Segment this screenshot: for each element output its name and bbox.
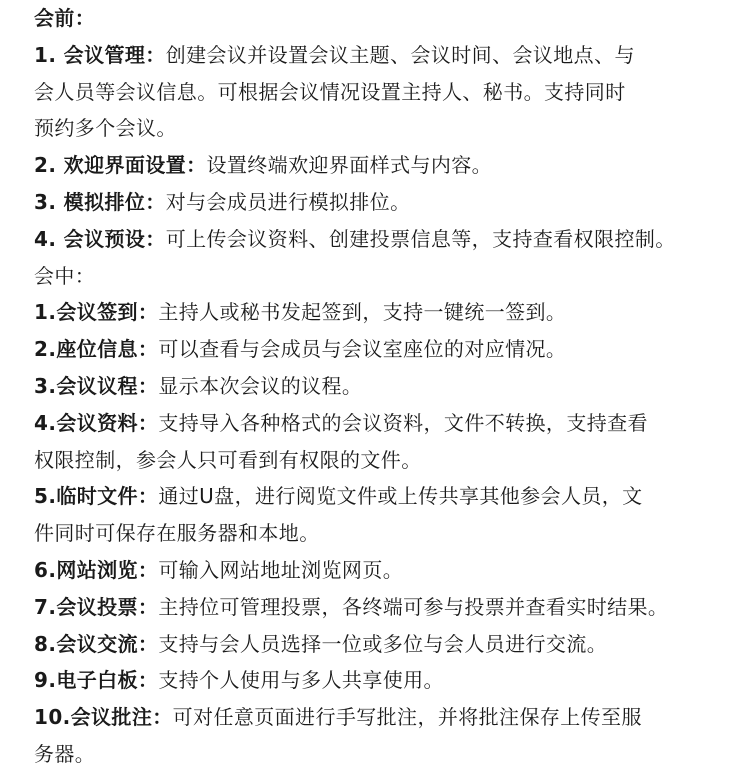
item-line [34,37,746,74]
item-term: 3. 模拟排位： [34,189,166,214]
item-line [34,184,746,221]
item-term: 4.会议资料： [34,410,159,435]
item-term: 3.会议议程： [34,373,159,398]
item-desc: 主持位可管理投票，各终端可参与投票并查看实时结果。 [158,594,669,619]
item-line [34,221,746,258]
item-line: 预约多个会议。 [34,116,177,141]
item-term: 6.网站浏览： [34,557,159,582]
item-desc: 对与会成员进行模拟排位。 [165,189,411,214]
item-line: 务器。 [34,741,96,766]
item-term: 10.会议批注： [34,705,173,730]
during-item-voting [34,589,746,626]
item-line [34,147,746,184]
item-desc: 可以查看与会成员与会议室座位的对应情况。 [158,337,567,362]
item-line [34,662,746,699]
item-line [34,699,746,736]
item-line [34,552,746,589]
during-item-agenda [34,368,746,405]
item-term: 9.电子白板： [34,668,159,693]
during-item-materials [34,405,746,479]
item-line [34,331,746,368]
item-line [34,626,746,663]
before-item-meeting-preset [34,221,746,258]
item-desc: 通过U盘，进行阅览文件或上传共享其他参会人员，文 [158,484,643,509]
item-line [34,368,746,405]
item-line: 权限控制，参会人只可看到有权限的文件。 [34,447,422,472]
item-desc: 可对任意页面进行手写批注，并将批注保存上传至服 [172,705,642,730]
item-desc: 显示本次会议的议程。 [158,373,363,398]
section-heading-during-meeting: 会中： [34,263,96,288]
before-item-welcome-screen [34,147,746,184]
item-term: 2. 欢迎界面设置： [34,153,207,178]
item-term: 8.会议交流： [34,631,159,656]
during-item-web-browsing [34,552,746,589]
item-desc: 设置终端欢迎界面样式与内容。 [206,153,493,178]
item-term: 5.临时文件： [34,484,159,509]
item-line [34,589,746,626]
item-desc: 创建会议并设置会议主题、会议时间、会议地点、与 [165,42,635,67]
during-item-seat-info [34,331,746,368]
item-line [34,478,746,515]
item-line: 会人员等会议信息。可根据会议情况设置主持人、秘书。支持同时 [34,79,626,104]
during-item-annotation [34,699,746,773]
item-line [34,405,746,442]
item-desc: 支持导入各种格式的会议资料，文件不转换，支持查看 [158,410,648,435]
item-desc: 可输入网站地址浏览网页。 [158,557,404,582]
item-line [34,294,746,331]
during-item-temp-files [34,478,746,552]
before-item-meeting-management [34,37,746,147]
item-term: 4. 会议预设： [34,226,166,251]
item-term: 7.会议投票： [34,594,159,619]
item-term: 2.座位信息： [34,337,159,362]
during-item-whiteboard [34,662,746,699]
section-heading-before-meeting: 会前： [34,6,96,30]
before-item-seat-simulation [34,184,746,221]
item-desc: 支持与会人员选择一位或多位与会人员进行交流。 [158,631,608,656]
during-item-sign-in [34,294,746,331]
document-body [34,0,746,773]
item-term: 1. 会议管理： [34,42,166,67]
item-line: 件同时可保存在服务器和本地。 [34,521,320,546]
item-term: 1.会议签到： [34,300,159,325]
during-item-communication [34,626,746,663]
item-desc: 可上传会议资料、创建投票信息等，支持查看权限控制。 [165,226,676,251]
item-desc: 主持人或秘书发起签到，支持一键统一签到。 [158,300,567,325]
item-desc: 支持个人使用与多人共享使用。 [158,668,444,693]
